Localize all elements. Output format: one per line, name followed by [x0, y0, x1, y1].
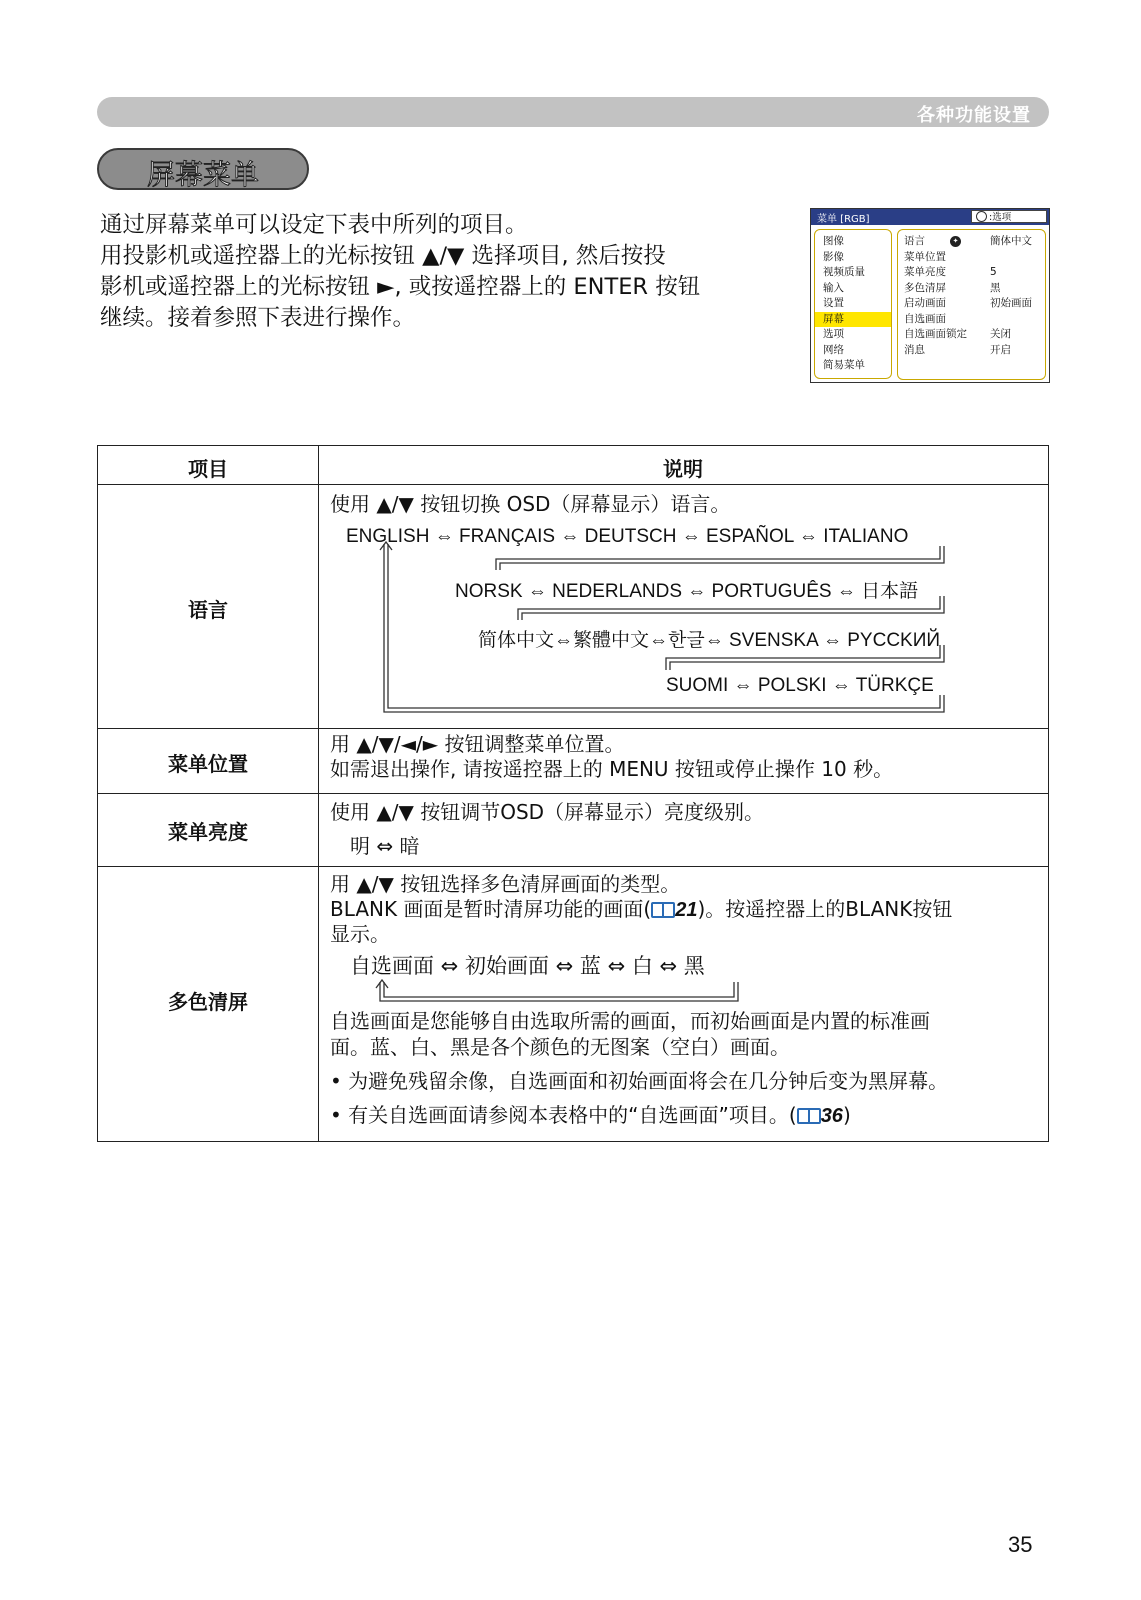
blank-desc-text: BLANK 画面是暂时清屏功能的画面(: [330, 897, 652, 921]
blank-note: 面。蓝、白、黑是各个颜色的无图案（空白）画面。: [330, 1035, 790, 1059]
intro-line: 通过屏幕菜单可以设定下表中所列的项目。: [100, 212, 528, 238]
blank-bullet-text: • 有关自选画面请参阅本表格中的“自选画面”项目。(: [330, 1103, 797, 1127]
blank-desc: 显示。: [330, 922, 390, 946]
row-label-blank: 多色清屏: [168, 990, 248, 1014]
select-hint-text: :选项: [989, 212, 1012, 223]
row-label-menu-brightness: 菜单亮度: [168, 820, 248, 844]
blank-note: 自选画面是您能够自由选取所需的画面，而初始画面是内置的标准画: [330, 1009, 930, 1033]
blank-desc-text: )。按遥控器上的BLANK按钮: [697, 897, 953, 921]
intro-line: 用投影机或遥控器上的光标按钮 ▲/▼ 选择项目, 然后按投: [100, 243, 666, 269]
osd-menu-item: 图像: [823, 235, 844, 247]
language-line: ENGLISH ⇔ FRANÇAIS ⇔ DEUTSCH ⇔ ESPAÑOL ⇔ ITALIANO: [346, 526, 909, 547]
page-reference-link[interactable]: 36: [820, 1105, 843, 1127]
osd-setting-value: 5: [990, 266, 997, 278]
select-knob-icon: [976, 211, 987, 222]
osd-menu-item: 输入: [823, 281, 844, 294]
menu-position-desc: 如需退出操作, 请按遥控器上的 MENU 按钮或停止操作 10 秒。: [330, 757, 894, 781]
osd-menu-right-list: [897, 229, 1046, 380]
blank-desc: 用 ▲/▼ 按钮选择多色清屏画面的类型。: [330, 872, 681, 896]
osd-setting-row: [898, 265, 1045, 281]
osd-setting-key: 自选画面锁定: [904, 328, 967, 340]
osd-setting-value: 簡体中文: [990, 235, 1032, 247]
osd-setting-value: 关闭: [990, 328, 1011, 340]
globe-icon: ✦: [950, 236, 961, 247]
osd-menu-item: 简易菜单: [823, 359, 865, 371]
osd-setting-row: [898, 250, 1045, 266]
osd-setting-row: [898, 234, 1045, 250]
menu-position-desc: 用 ▲/▼/◄/► 按钮调整菜单位置。: [330, 732, 625, 756]
page-reference-link[interactable]: 21: [675, 899, 698, 921]
intro-text: [100, 210, 800, 334]
osd-setting-key: 菜单亮度: [904, 266, 946, 278]
settings-table: [97, 445, 1049, 1142]
osd-setting-key: 消息: [904, 343, 925, 356]
osd-menu-item: 设置: [823, 297, 844, 309]
osd-menu-titlebar: [811, 209, 1049, 225]
header-item: 项目: [188, 457, 228, 481]
language-line: 简体中文⇔繁體中文⇔한글⇔ SVENSKA ⇔ PYCCKИЙ: [478, 630, 941, 651]
osd-menu-item-selected: 屏幕: [815, 312, 891, 328]
intro-line: 影机或遥控器上的光标按钮 ►, 或按遥控器上的 ENTER 按钮: [100, 274, 701, 300]
page-number: 35: [1008, 1532, 1033, 1557]
book-icon: [797, 1108, 821, 1124]
blank-sequence: 自选画面 ⇔ 初始画面 ⇔ 蓝 ⇔ 白 ⇔ 黑: [350, 954, 705, 978]
language-desc: 使用 ▲/▼ 按钮切换 OSD（屏幕显示）语言。: [330, 492, 731, 516]
osd-menu-item: 影像: [823, 250, 844, 263]
blank-bullet-text: ): [842, 1103, 851, 1127]
page-title-pill: [97, 148, 309, 190]
osd-setting-key: 自选画面: [904, 312, 946, 325]
osd-setting-row: [898, 327, 1045, 343]
page-title: 屏幕菜单: [146, 158, 259, 191]
osd-menu-item: 网络: [823, 343, 844, 356]
osd-setting-key: 多色清屏: [904, 281, 946, 294]
osd-setting-value: 开启: [990, 343, 1011, 356]
osd-menu-left-list: [814, 229, 892, 379]
intro-line: 继续。接着参照下表进行操作。: [100, 305, 416, 331]
menu-brightness-desc: 使用 ▲/▼ 按钮调节OSD（屏幕显示）亮度级别。: [330, 800, 765, 824]
section-title: 各种功能设置: [917, 105, 1031, 126]
osd-setting-key: 启动画面: [904, 297, 946, 309]
language-line: SUOMI ⇔ POLSKI ⇔ TÜRKÇE: [666, 675, 934, 696]
osd-menu-title: 菜单 [RGB]: [817, 214, 870, 225]
language-line: NORSK ⇔ NEDERLANDS ⇔ PORTUGUÊS ⇔ 日本語: [455, 581, 919, 602]
osd-setting-row: [898, 312, 1045, 328]
row-label-menu-position: 菜单位置: [168, 752, 248, 776]
osd-setting-row: [898, 343, 1045, 359]
osd-setting-key: 语言: [904, 235, 925, 247]
blank-bullet: • 为避免残留余像，自选画面和初始画面将会在几分钟后变为黑屏幕。: [330, 1069, 949, 1093]
menu-brightness-range: 明 ⇔ 暗: [350, 834, 420, 858]
osd-select-hint: [971, 210, 1047, 223]
osd-setting-row: [898, 281, 1045, 297]
osd-menu-item: 视频质量: [823, 266, 865, 278]
header-description: 说明: [663, 457, 703, 481]
osd-setting-key: 菜单位置: [904, 250, 946, 263]
row-label-language: 语言: [188, 598, 228, 622]
blank-bullet: [330, 1103, 851, 1129]
osd-setting-value: 初始画面: [990, 297, 1032, 309]
section-header-bar: [97, 97, 1049, 127]
osd-menu-screenshot: [810, 208, 1050, 383]
osd-setting-row: [898, 296, 1045, 312]
osd-setting-value: 黑: [990, 281, 1001, 294]
osd-menu-item: 选项: [823, 328, 844, 340]
